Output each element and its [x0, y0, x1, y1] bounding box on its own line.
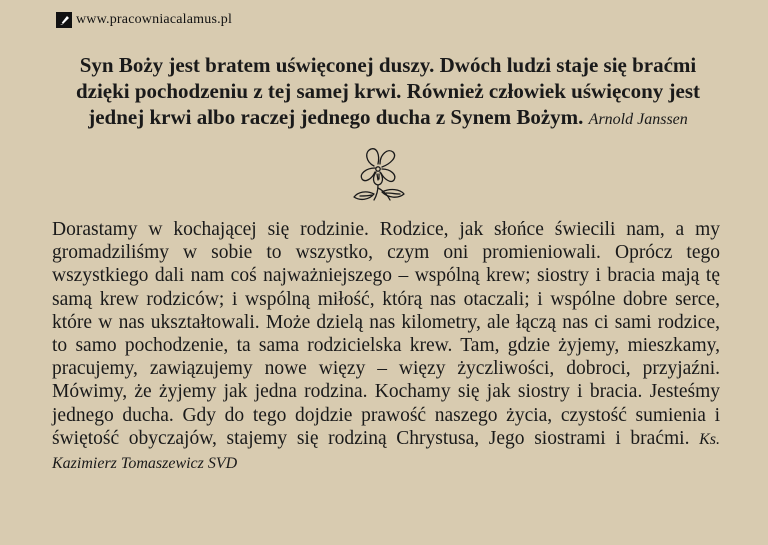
violet-flower-icon: [344, 144, 412, 204]
site-url[interactable]: www.pracowniacalamus.pl: [76, 12, 233, 27]
site-header: [56, 10, 232, 30]
quote-block: [56, 52, 720, 133]
pen-nib-icon: [56, 12, 72, 28]
quote-text: Syn Boży jest bratem uświęconej duszy. Dwóch ludzi staje się braćmi dzięki pochodzeniu z tej samej krwi. Również człowiek uświęcony jest jednej krwi albo raczej jednego ducha z Synem Bożym.: [75, 53, 701, 129]
body-author: Ks. Kazimierz Tomaszewicz SVD: [52, 430, 721, 473]
body-text: Dorastamy w kochającej się rodzinie. Rodzice, jak słońce świecili nam, a my gromadziliśmy w sobie to wszystko, czym oni promieniowali. Oprócz tego wszystkiego dali nam coś najważniejszego – wspólną krew; siostry i bracia mają tę samą krew rodziców; i wspólną miłość, którą nas otaczali; i wspólne dobre serce, które w nas ukształtowali. Może dzielą nas kilometry, ale łączą nas ci sami rodzice, to samo pochodzenie, ta sama rodzicielska krew. Tam, gdzie żyjemy, mieszkamy, pracujemy, zawiązujemy nowe więzy – więzy życzliwości, dobroci, przyjaźni. Mówimy, że żyjemy jak jedna rodzina. Kochamy się jak siostry i bracia. Jesteśmy jednego ducha. Gdy do tego dojdzie prawość naszego życia, czystość sumienia i świętość obyczajów, stajemy się rodziną Chrystusa, Jego siostrami i braćmi.: [52, 219, 720, 449]
body-paragraph: [52, 218, 720, 475]
quote-author: Arnold Janssen: [588, 111, 688, 128]
